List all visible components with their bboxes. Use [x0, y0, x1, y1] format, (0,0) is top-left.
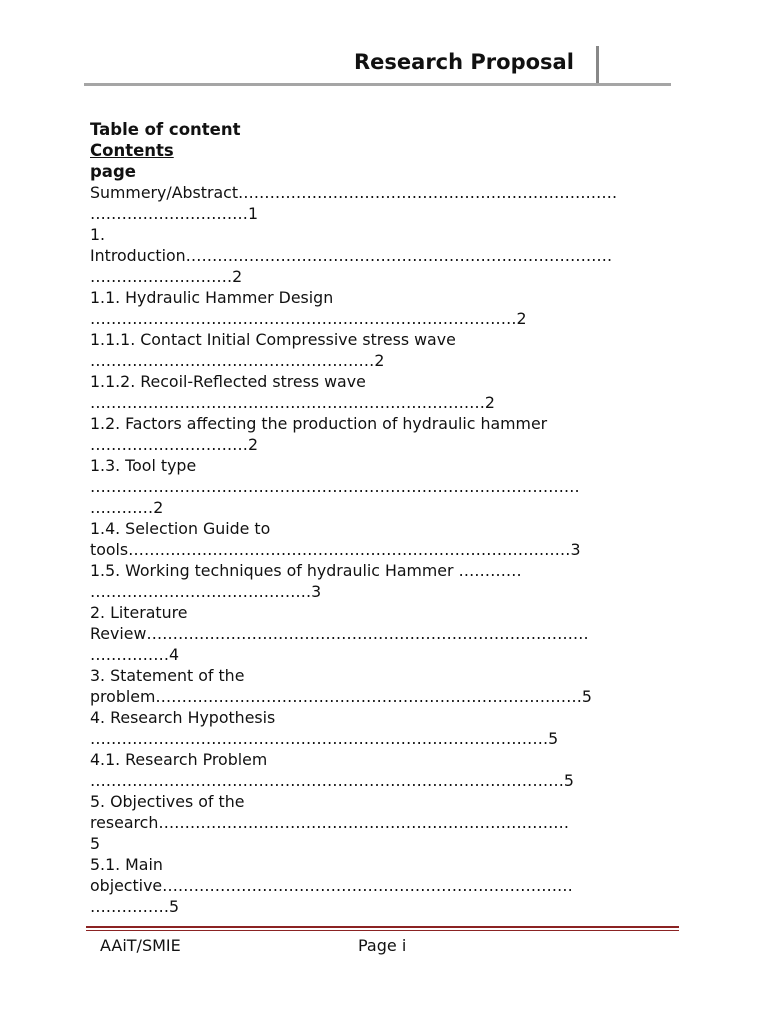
toc-line: …………………………2	[90, 435, 259, 454]
toc-line: 1.	[90, 225, 106, 244]
toc-line: ………………………2	[90, 267, 243, 286]
toc-line: 1.3. Tool type	[90, 456, 197, 475]
toc-line: 5	[90, 834, 101, 853]
toc-heading: Table of content	[90, 120, 241, 139]
toc-line: 1.1. Hydraulic Hammer Design	[90, 288, 334, 307]
toc-line: …………2	[90, 498, 164, 517]
toc-line: 3. Statement of the	[90, 666, 245, 685]
footer-institution: AAiT/SMIE	[100, 936, 181, 955]
toc-line: 4. Research Hypothesis	[90, 708, 276, 727]
toc-line: …………………………1	[90, 204, 259, 223]
toc-line: 4.1. Research Problem	[90, 750, 268, 769]
toc-line: …………………………………………………………………………………	[90, 477, 580, 496]
footer-divider-thin	[86, 930, 679, 931]
toc-line: Summery/Abstract………………………………………………………………	[90, 183, 618, 202]
toc-line: 1.4. Selection Guide to	[90, 519, 271, 538]
footer-page-number: Page i	[358, 936, 407, 955]
toc-line: objective……………………………………………………………………	[90, 876, 573, 895]
header-divider	[84, 83, 671, 86]
toc-line: ………………………………………………………………………2	[90, 309, 527, 328]
toc-line: ………………………………………………………………………………5	[90, 771, 574, 790]
document-header-title: Research Proposal	[354, 50, 574, 74]
contents-label: Contents	[90, 141, 174, 160]
footer-divider	[86, 926, 679, 928]
toc-line: ……………5	[90, 897, 180, 916]
page-label: page	[90, 162, 136, 181]
toc-line: Review…………………………………………………………………………	[90, 624, 589, 643]
header-vertical-bar	[596, 46, 599, 84]
toc-line: ……………………………………………………………………………5	[90, 729, 559, 748]
toc-line: 1.2. Factors affecting the production of hydraulic hammer	[90, 414, 548, 433]
toc-line: tools…………………………………………………………………………3	[90, 540, 581, 559]
toc-line: ……………………………………3	[90, 582, 322, 601]
toc-line: Introduction………………………………………………………………………	[90, 246, 613, 265]
toc-line: 1.5. Working techniques of hydraulic Hammer …………	[90, 561, 522, 580]
toc-line: 5. Objectives of the	[90, 792, 245, 811]
toc-line: 1.1.1. Contact Initial Compressive stress wave	[90, 330, 456, 349]
toc-line: ………………………………………………2	[90, 351, 385, 370]
toc-line: 1.1.2. Recoil-Reflected stress wave	[90, 372, 366, 391]
toc-line: …………………………………………………………………2	[90, 393, 495, 412]
toc-line: problem………………………………………………………………………5	[90, 687, 592, 706]
toc-line: 2. Literature	[90, 603, 188, 622]
toc-line: research……………………………………………………………………	[90, 813, 570, 832]
toc-line: ……………4	[90, 645, 180, 664]
toc-line: 5.1. Main	[90, 855, 163, 874]
